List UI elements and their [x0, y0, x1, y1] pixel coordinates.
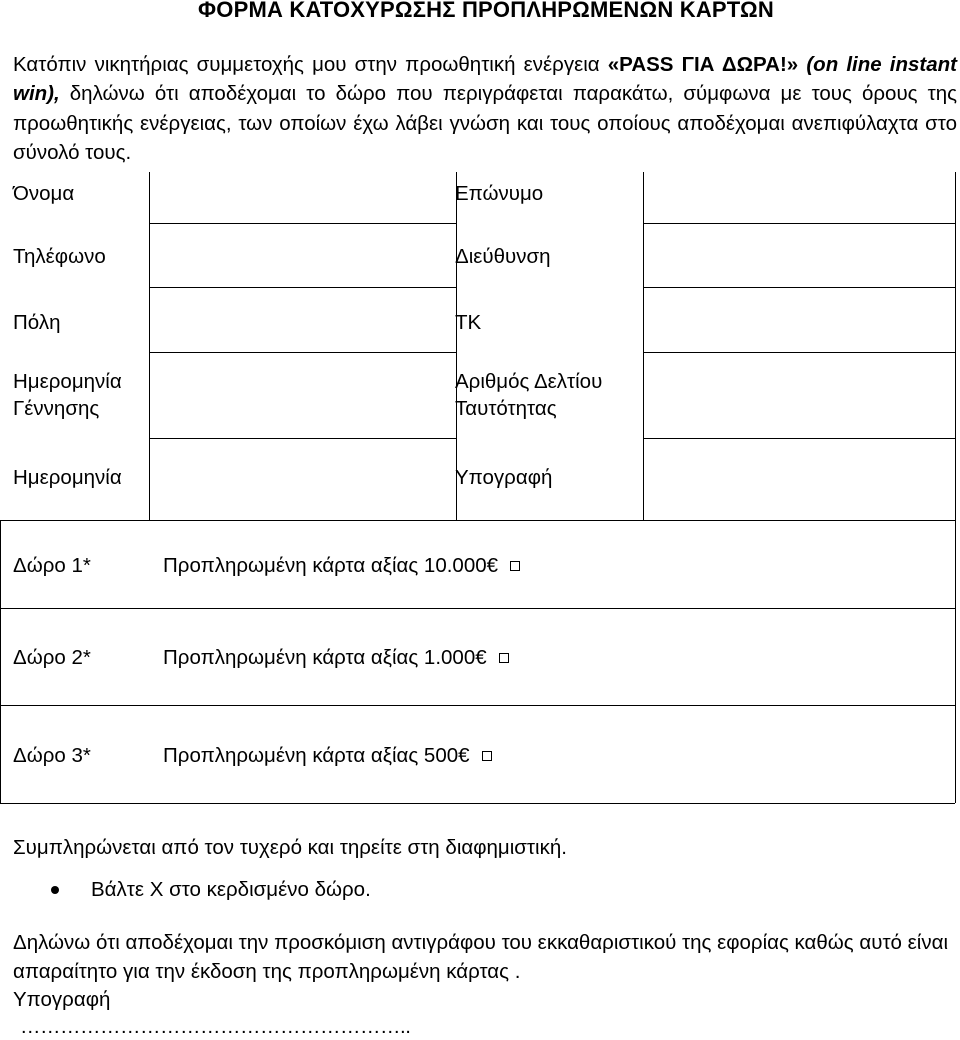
id-number-field[interactable]: [644, 353, 955, 438]
label-signature: Υπογραφή: [455, 466, 553, 489]
city-field[interactable]: [150, 288, 456, 352]
gift-2-checkbox[interactable]: [499, 653, 509, 663]
label-last-name: Επώνυμο: [455, 182, 544, 205]
table-line: [955, 172, 956, 803]
label-first-name: Όνομα: [13, 182, 75, 205]
intro-text-1: Κατόπιν νικητήριας συμμετοχής μου στην προωθητική ενέργεια: [13, 53, 608, 76]
signature-dotted-line[interactable]: …………………………………………………..: [20, 1015, 411, 1038]
label-postal-code: ΤΚ: [455, 311, 482, 334]
table-line: [0, 705, 955, 706]
label-id-number-1: Αριθμός Δελτίου: [455, 370, 603, 393]
gift-description: Προπληρωμένη κάρτα αξίας 10.000€: [163, 554, 499, 577]
declaration-signature-label: Υπογραφή: [13, 988, 111, 1011]
promo-name: «PASS ΓΙΑ ΔΩΡΑ!»: [607, 53, 799, 76]
table-line: [0, 520, 955, 521]
address-field[interactable]: [644, 224, 955, 287]
gift-1-checkbox[interactable]: [510, 561, 520, 571]
mark-instruction: Βάλτε Χ στο κερδισμένο δώρο.: [91, 878, 371, 901]
birth-date-field[interactable]: [150, 353, 456, 438]
phone-field[interactable]: [150, 224, 456, 287]
table-line: [0, 803, 955, 804]
gift-name: Δώρο 2*: [13, 646, 91, 669]
label-id-number-2: Ταυτότητας: [455, 397, 557, 420]
label-birth-date-2: Γέννησης: [13, 397, 100, 420]
label-birth-date-1: Ημερομηνία: [13, 370, 122, 393]
declaration-paragraph: [13, 929, 953, 1015]
gift-row-2: [13, 644, 509, 671]
date-field[interactable]: [150, 439, 456, 520]
gift-description: Προπληρωμένη κάρτα αξίας 1.000€: [163, 646, 487, 669]
form-title: ΦΟΡΜΑ ΚΑΤΟΧΥΡΩΣΗΣ ΠΡΟΠΛΗΡΩΜΕΝΩΝ ΚΑΡΤΩΝ: [198, 0, 774, 22]
gift-3-checkbox[interactable]: [482, 751, 492, 761]
label-city: Πόλη: [13, 311, 61, 334]
gift-description: Προπληρωμένη κάρτα αξίας 500€: [163, 744, 470, 767]
intro-paragraph: [13, 50, 957, 167]
table-line: [0, 520, 1, 803]
gift-name: Δώρο 1*: [13, 554, 91, 577]
label-date: Ημερομηνία: [13, 466, 122, 489]
bullet-icon: [51, 886, 59, 894]
last-name-field[interactable]: [644, 172, 955, 223]
gift-row-3: [13, 742, 492, 769]
gift-name: Δώρο 3*: [13, 744, 91, 767]
first-name-field[interactable]: [150, 172, 456, 223]
label-address: Διεύθυνση: [455, 245, 551, 268]
declaration-text: Δηλώνω ότι αποδέχομαι την προσκόμιση αντιγράφου του εκκαθαριστικού της εφορίας καθώς αυτό είναι απαραίτητο για την έκδοση της προπληρωμένη κάρτας .: [13, 931, 948, 983]
fill-note: Συμπληρώνεται από τον τυχερό και τηρείτε στη διαφημιστική.: [13, 836, 567, 859]
postal-code-field[interactable]: [644, 288, 955, 352]
label-phone: Τηλέφωνο: [13, 245, 106, 268]
promo-type: (on line instant win),: [13, 53, 958, 106]
intro-text-3: δηλώνω ότι αποδέχομαι το δώρο που περιγράφεται παρακάτω, σύμφωνα με τους όρους της προωθητικής ενέργειας, των οποίων έχω λάβει γνώση και τους οποίους αποδέχομαι ανεπιφύλαχτα στο σύνολό τους.: [13, 82, 957, 164]
gift-row-1: [13, 552, 520, 579]
table-line: [0, 608, 955, 609]
signature-field[interactable]: [644, 439, 955, 520]
